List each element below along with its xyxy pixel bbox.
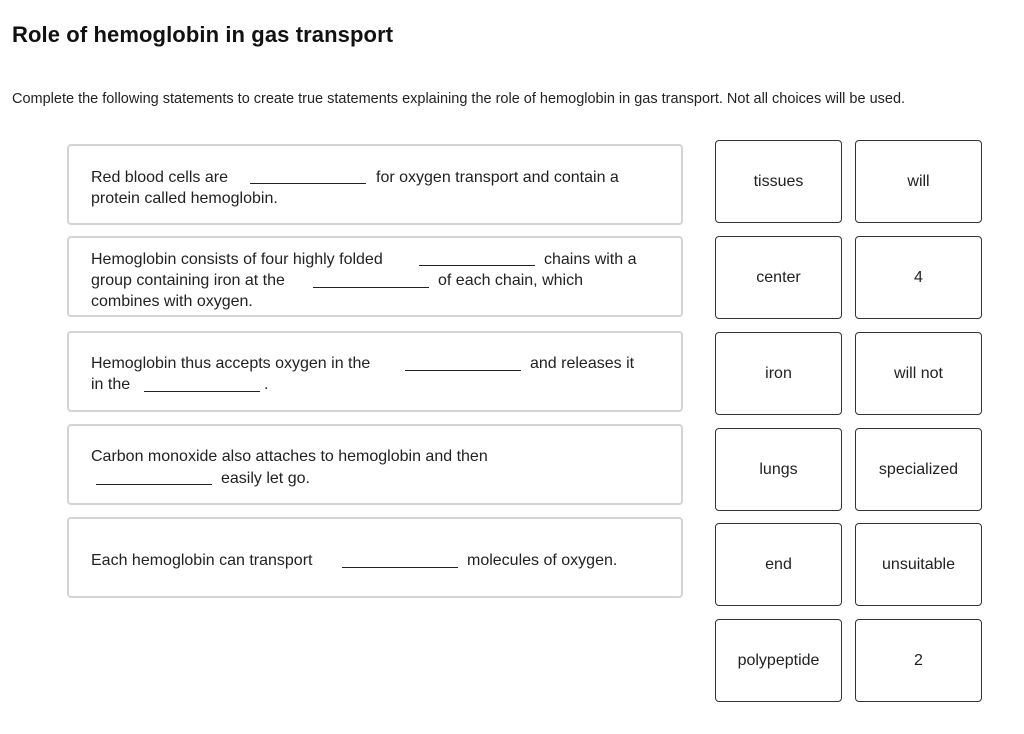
statement-card-2 — [67, 236, 683, 317]
choice-chip-4[interactable]: 4 — [855, 236, 982, 319]
drop-blank-5-1[interactable] — [342, 567, 458, 568]
statement-card-5 — [67, 517, 683, 598]
drop-blank-3-2[interactable] — [144, 391, 260, 392]
statement-3-text-c: in the — [91, 376, 131, 393]
statement-4-text-a: Carbon monoxide also attaches to hemoglobin and then — [91, 448, 488, 465]
drop-blank-2-1[interactable] — [419, 265, 535, 266]
statement-3-text-a: Hemoglobin thus accepts oxygen in the — [91, 355, 371, 372]
statement-1-text-b: for oxygen transport and contain a — [376, 169, 619, 186]
choice-chip-tissues[interactable]: tissues — [715, 140, 842, 223]
statement-2-text-d: of each chain, which — [438, 272, 583, 289]
statement-2-text-e: combines with oxygen. — [91, 293, 253, 310]
choice-chip-iron[interactable]: iron — [715, 332, 842, 415]
choice-chip-will[interactable]: will — [855, 140, 982, 223]
drop-blank-1-1[interactable] — [250, 183, 366, 184]
statement-2-text-c: group containing iron at the — [91, 272, 285, 289]
choice-chip-polypeptide[interactable]: polypeptide — [715, 619, 842, 702]
choice-chip-2[interactable]: 2 — [855, 619, 982, 702]
statement-card-3 — [67, 331, 683, 412]
choice-chip-end[interactable]: end — [715, 523, 842, 606]
statement-1-text-c: protein called hemoglobin. — [91, 190, 278, 207]
statement-5-text-a: Each hemoglobin can transport — [91, 552, 313, 569]
choice-chip-will-not[interactable]: will not — [855, 332, 982, 415]
statement-2-text-a: Hemoglobin consists of four highly folded — [91, 251, 383, 268]
drop-blank-2-2[interactable] — [313, 287, 429, 288]
statement-4-text-b: easily let go. — [221, 470, 310, 487]
choice-chip-lungs[interactable]: lungs — [715, 428, 842, 511]
statement-5-text-b: molecules of oxygen. — [467, 552, 618, 569]
statement-card-1 — [67, 144, 683, 225]
choice-chip-center[interactable]: center — [715, 236, 842, 319]
statement-2-text-b: chains with a — [544, 251, 637, 268]
choice-chip-unsuitable[interactable]: unsuitable — [855, 523, 982, 606]
drop-blank-4-1[interactable] — [96, 484, 212, 485]
drop-blank-3-1[interactable] — [405, 370, 521, 371]
page-title: Role of hemoglobin in gas transport — [12, 22, 394, 47]
instructions-text: Complete the following statements to create true statements explaining the role of hemoglobin in gas transport. Not all choices will be used. — [12, 91, 906, 107]
statement-3-text-b: and releases it — [530, 355, 635, 372]
choice-chip-specialized[interactable]: specialized — [855, 428, 982, 511]
statement-card-4 — [67, 424, 683, 505]
statement-1-text-a: Red blood cells are — [91, 169, 228, 186]
statement-3-text-d: . — [264, 376, 269, 393]
